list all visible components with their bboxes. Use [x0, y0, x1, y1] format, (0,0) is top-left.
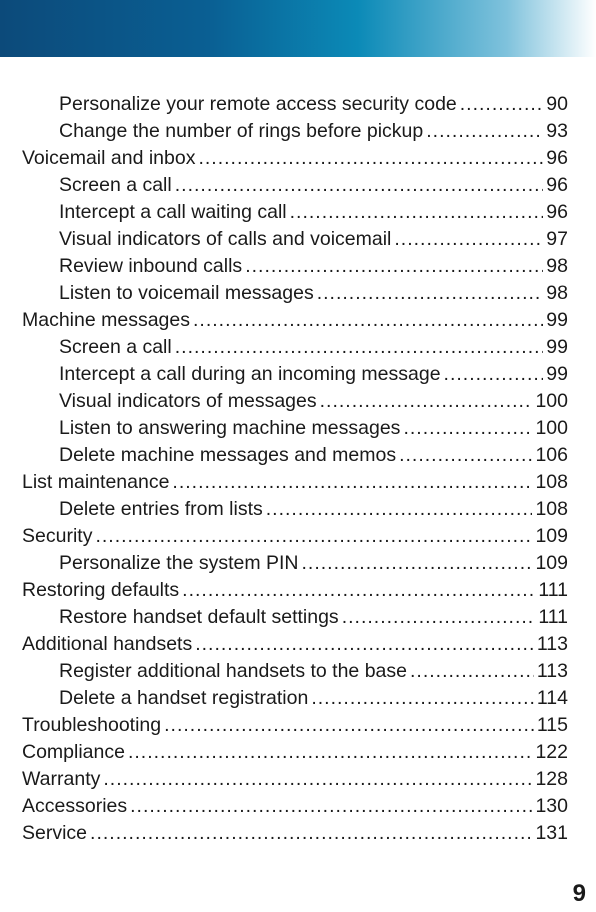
toc-entry-title: Voicemail and inbox — [22, 147, 196, 169]
toc-entry — [22, 631, 568, 658]
toc-entry-title: Compliance — [22, 741, 125, 763]
toc-entry-page: 122 — [535, 741, 568, 763]
toc-entry — [22, 280, 568, 307]
dot-leader — [172, 469, 532, 496]
toc-entry — [22, 145, 568, 172]
toc-entry-title: Screen a call — [59, 174, 172, 196]
toc-entry-page: 90 — [546, 93, 568, 115]
toc-entry-title: Visual indicators of calls and voicemail — [59, 228, 392, 250]
toc-entry — [22, 658, 568, 685]
toc-entry-title: Troubleshooting — [22, 714, 162, 736]
toc-entry — [22, 226, 568, 253]
toc-entry-title: Restoring defaults — [22, 579, 180, 601]
toc-entry — [22, 550, 568, 577]
page-number: 9 — [572, 880, 586, 907]
dot-leader — [426, 118, 543, 145]
dot-leader — [394, 226, 543, 253]
toc-entry-page: 115 — [536, 714, 568, 736]
toc-entry — [22, 388, 568, 415]
toc-entry — [22, 739, 568, 766]
toc-entry-page: 111 — [538, 579, 568, 601]
toc-entry-title: Change the number of rings before pickup — [59, 120, 424, 142]
toc-entry — [22, 469, 568, 496]
toc-entry-page: 97 — [546, 228, 568, 250]
dot-leader — [311, 685, 534, 712]
dot-leader — [175, 334, 544, 361]
toc-entry-page: 108 — [535, 498, 568, 520]
toc-entry — [22, 307, 568, 334]
toc-entry-page: 106 — [535, 444, 568, 466]
dot-leader — [164, 712, 534, 739]
toc-entry-title: Delete a handset registration — [59, 687, 309, 709]
toc-entry — [22, 712, 568, 739]
toc-entry-page: 96 — [546, 174, 568, 196]
dot-leader — [317, 280, 544, 307]
toc-entry-page: 108 — [535, 471, 568, 493]
dot-leader — [193, 307, 543, 334]
toc-entry-page: 111 — [538, 606, 568, 628]
dot-leader — [182, 577, 535, 604]
dot-leader — [90, 820, 532, 847]
toc-entry-title: Personalize the system PIN — [59, 552, 299, 574]
toc-entry-title: Machine messages — [22, 309, 190, 331]
toc-entry — [22, 685, 568, 712]
toc-entry-title: Restore handset default settings — [59, 606, 339, 628]
toc-entry-title: Warranty — [22, 768, 101, 790]
toc-entry — [22, 442, 568, 469]
toc-entry-title: List maintenance — [22, 471, 170, 493]
toc-entry-title: Review inbound calls — [59, 255, 243, 277]
toc-entry — [22, 118, 568, 145]
toc-entry — [22, 820, 568, 847]
toc-entry — [22, 199, 568, 226]
table-of-contents — [22, 91, 568, 847]
dot-leader — [130, 793, 532, 820]
toc-entry-page: 114 — [536, 687, 568, 709]
toc-entry-title: Screen a call — [59, 336, 172, 358]
dot-leader — [198, 145, 543, 172]
toc-entry-title: Intercept a call during an incoming message — [59, 363, 441, 385]
toc-entry-title: Listen to voicemail messages — [59, 282, 314, 304]
dot-leader — [342, 604, 536, 631]
toc-entry-title: Personalize your remote access security code — [59, 93, 457, 115]
toc-entry-page: 131 — [535, 822, 568, 844]
dot-leader — [95, 523, 532, 550]
dot-leader — [444, 361, 544, 388]
toc-entry — [22, 253, 568, 280]
dot-leader — [320, 388, 533, 415]
header-band — [0, 0, 596, 57]
toc-entry — [22, 415, 568, 442]
dot-leader — [103, 766, 532, 793]
toc-entry-page: 109 — [535, 552, 568, 574]
toc-entry — [22, 91, 568, 118]
toc-entry-page: 113 — [536, 633, 568, 655]
toc-entry-title: Register additional handsets to the base — [59, 660, 407, 682]
toc-entry-page: 109 — [535, 525, 568, 547]
toc-entry-page: 93 — [546, 120, 568, 142]
toc-entry-page: 128 — [535, 768, 568, 790]
dot-leader — [302, 550, 533, 577]
toc-entry-title: Service — [22, 822, 88, 844]
toc-entry — [22, 577, 568, 604]
toc-entry — [22, 766, 568, 793]
toc-entry — [22, 334, 568, 361]
toc-entry — [22, 523, 568, 550]
dot-leader — [128, 739, 532, 766]
toc-entry-page: 130 — [535, 795, 568, 817]
dot-leader — [460, 91, 544, 118]
toc-entry-title: Listen to answering machine messages — [59, 417, 401, 439]
toc-entry-page: 96 — [546, 201, 568, 223]
dot-leader — [410, 658, 534, 685]
toc-entry-title: Visual indicators of messages — [59, 390, 317, 412]
toc-entry — [22, 793, 568, 820]
toc-entry-page: 98 — [546, 282, 568, 304]
toc-entry-page: 99 — [546, 309, 568, 331]
toc-entry — [22, 496, 568, 523]
dot-leader — [195, 631, 534, 658]
toc-entry-page: 113 — [536, 660, 568, 682]
toc-entry-page: 98 — [546, 255, 568, 277]
toc-entry-page: 99 — [546, 363, 568, 385]
toc-entry — [22, 361, 568, 388]
dot-leader — [399, 442, 532, 469]
dot-leader — [245, 253, 543, 280]
toc-entry-title: Delete entries from lists — [59, 498, 263, 520]
toc-entry-page: 100 — [535, 417, 568, 439]
toc-entry-title: Delete machine messages and memos — [59, 444, 397, 466]
toc-entry-title: Intercept a call waiting call — [59, 201, 287, 223]
toc-entry — [22, 604, 568, 631]
dot-leader — [266, 496, 533, 523]
toc-entry — [22, 172, 568, 199]
dot-leader — [290, 199, 544, 226]
toc-entry-page: 100 — [535, 390, 568, 412]
toc-entry-title: Security — [22, 525, 93, 547]
toc-entry-title: Accessories — [22, 795, 128, 817]
dot-leader — [175, 172, 544, 199]
dot-leader — [403, 415, 532, 442]
toc-entry-page: 96 — [546, 147, 568, 169]
toc-entry-page: 99 — [546, 336, 568, 358]
toc-entry-title: Additional handsets — [22, 633, 193, 655]
